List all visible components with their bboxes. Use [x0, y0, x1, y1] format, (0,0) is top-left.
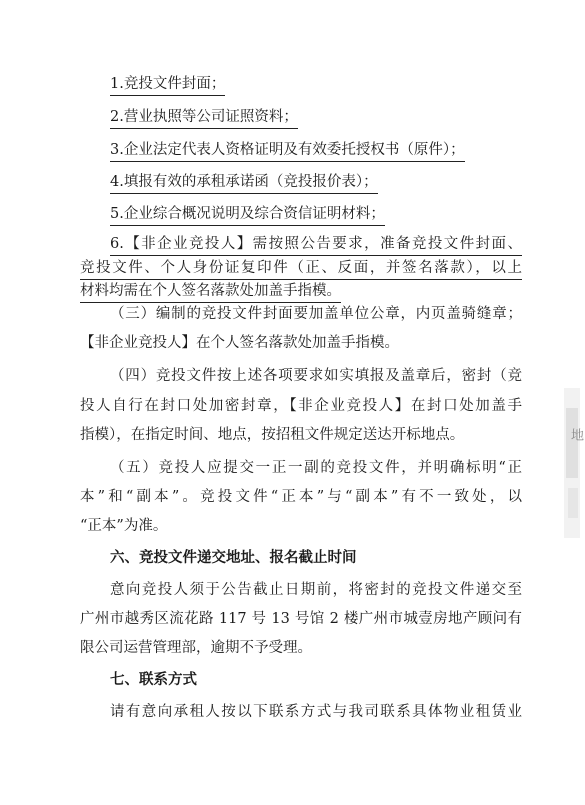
- list-item-6-line-1: 6.【非企业竞投人】需按照公告要求，准备竞投文件封面、: [110, 234, 522, 256]
- para-4-line-2: 投人自行在封口处加密封章，【非企业竞投人】在封口处加盖手: [80, 398, 522, 414]
- para-6-line-3: 限公司运营管理部，逾期不予受理。: [80, 640, 312, 656]
- seal-fragment-icon: [562, 388, 580, 538]
- para-5-line-1: （五）竞投人应提交一正一副的竞投文件，并明确标明“正: [110, 460, 522, 476]
- para-3-line-2: 【非企业竞投人】在个人签名落款处加盖手指模。: [80, 335, 399, 351]
- list-item-1: 1.竞投文件封面；: [110, 74, 225, 96]
- list-item-5: 5.企业综合概况说明及综合资信证明材料；: [110, 204, 385, 226]
- para-5-line-3: “正本”为准。: [80, 518, 168, 534]
- para-4-line-3: 指模），在指定时间、地点，按招租文件规定送达开标地点。: [80, 427, 465, 443]
- para-6-line-2: 广州市越秀区流花路 117 号 13 号馆 2 楼广州市城壹房地产顾问有: [80, 611, 522, 627]
- para-7-line-1: 请有意向承租人按以下联系方式与我司联系具体物业租赁业: [110, 704, 522, 720]
- section-heading-7: 七、联系方式: [110, 672, 197, 688]
- para-4-line-1: （四）竞投文件按上述各项要求如实填报及盖章后，密封（竞: [110, 368, 522, 384]
- para-6-line-1: 意向竞投人须于公告截止日期前，将密封的竞投文件递交至: [110, 582, 522, 598]
- list-item-2: 2.营业执照等公司证照资料；: [110, 107, 298, 129]
- para-5-line-2: 本”和“副本”。竞投文件“正本”与“副本”有不一致处，以: [80, 489, 522, 505]
- seal-text: 地: [568, 428, 583, 441]
- list-item-6-line-3: 材料均需在个人签名落款处加盖手指模。: [80, 281, 341, 303]
- list-item-6-line-2: 竞投文件、个人身份证复印件（正、反面，并签名落款），以上: [80, 258, 522, 280]
- section-heading-6: 六、竞投文件递交地址、报名截止时间: [110, 550, 357, 566]
- para-3-line-1: （三）编制的竞投文件封面要加盖单位公章，内页盖骑缝章；: [110, 306, 522, 322]
- list-item-4: 4.填报有效的承租承诺函（竞投报价表）；: [110, 172, 378, 194]
- list-item-3: 3.企业法定代表人资格证明及有效委托授权书（原件）；: [110, 140, 465, 162]
